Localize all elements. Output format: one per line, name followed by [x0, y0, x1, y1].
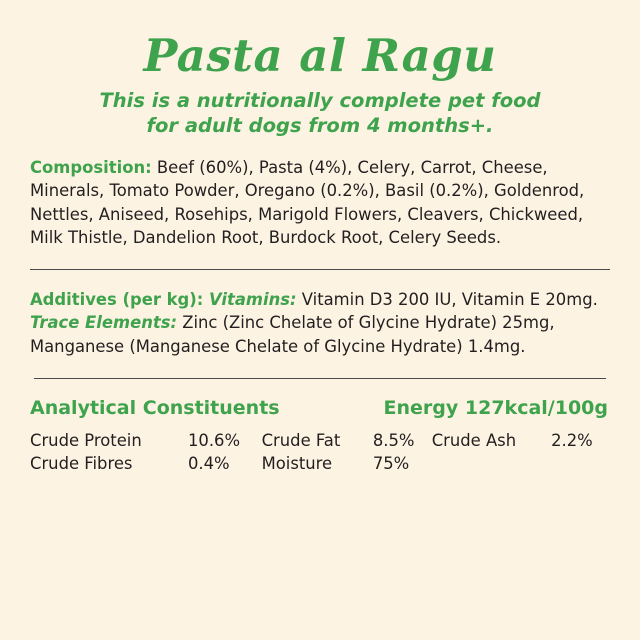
nutrient-name: Crude Fat — [261, 431, 341, 451]
composition-section — [30, 156, 610, 249]
table-row — [30, 452, 610, 475]
analytical-table — [30, 429, 610, 475]
table-row — [30, 429, 610, 452]
page-title: Pasta al Ragu — [143, 29, 497, 82]
nutrient-name: Crude Fibres — [30, 454, 133, 474]
vitamins-label: Vitamins: — [203, 290, 297, 310]
composition-heading: Composition: — [30, 158, 152, 177]
divider-2 — [34, 378, 606, 379]
nutrient-value — [551, 452, 610, 475]
nutrient-name: Crude Ash — [431, 431, 517, 451]
additives-heading: Additives (per kg): — [30, 290, 204, 310]
divider-1 — [30, 269, 610, 270]
nutrient-value: 8.5% — [372, 431, 415, 451]
analytical-constituents-section — [30, 397, 610, 475]
trace-elements-text: Zinc (Zinc Chelate of Glycine Hydrate) 25mg, Manganese (Manganese Chelate of Glycine Hydrate) 1.4mg. — [30, 313, 555, 356]
energy-value: Energy 127kcal/100g — [383, 397, 608, 420]
analytical-header-row — [30, 397, 610, 419]
nutrient-name: Crude Protein — [30, 431, 142, 451]
product-subtitle — [30, 89, 610, 138]
nutrient-value: 0.4% — [187, 454, 230, 474]
composition-text: Beef (60%), Pasta (4%), Celery, Carrot, Cheese, Minerals, Tomato Powder, Oregano (0.2%), Basil (0.2%), Goldenrod, Nettles, Aniseed, Rosehips, Marigold Flowers, Cleavers, Chickweed, Milk Thistle, Dandelion Root, Burdock Root, Celery Seeds. — [30, 158, 585, 247]
trace-elements-label: Trace Elements: — [30, 313, 178, 333]
nutrient-value: 10.6% — [187, 431, 241, 451]
analytical-heading: Analytical Constituents — [30, 397, 280, 420]
vitamins-text: Vitamin D3 200 IU, Vitamin E 20mg. — [296, 290, 598, 310]
nutrient-value: 75% — [372, 454, 410, 474]
subtitle-line-2: for adult dogs from 4 months+. — [146, 113, 494, 137]
nutrient-name — [432, 452, 551, 475]
nutrient-name: Moisture — [261, 454, 333, 474]
additives-section — [30, 288, 610, 358]
subtitle-line-1: This is a nutritionally complete pet food — [99, 89, 541, 113]
nutrient-value: 2.2% — [551, 431, 593, 451]
